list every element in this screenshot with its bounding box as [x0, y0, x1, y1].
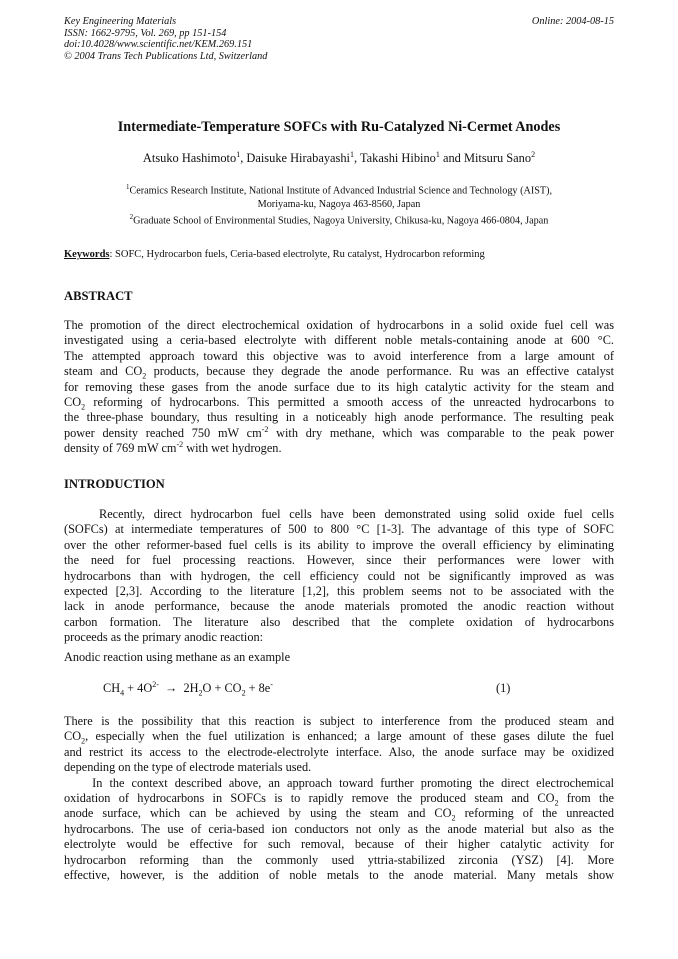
affil-number: 1 — [125, 183, 130, 191]
journal-header — [64, 16, 267, 62]
abstract-paragraph: The promotion of the direct electrochemical oxidation of hydrocarbons in a solid oxide fuel cell was investigated using a ceria-based electrolyte with different noble metals-containing anode at 600 °C. The attempted approach toward this objective was to avoid interference from a large amount of steam and $CO_2$ products, because they degrade the anode performance. Ru was an effective catalyst for removing these gases from the anode surface due to its high catalytic activity for the steam and $CO_2$ reforming of hydrocarbons. This permitted a smooth access of the unreacted hydrocarbons to the three-phase boundary, thus resulting in a noticeably high anode performance. The resulting peak power density reached 750 mW $cm^{-2}$ with dry methane, which was comparable to the peak power density of 769 mW $cm^{-2}$ with wet hydrogen. — [64, 318, 614, 456]
author-name: Daisuke Hirabayashi — [246, 151, 350, 166]
author-affil-mark: 2 — [531, 150, 536, 159]
equation-number: (1) — [496, 681, 511, 695]
online-date: Online: 2004-08-15 — [531, 16, 614, 27]
journal-issn: ISSN: 1662-9795, Vol. 269, pp 151-154 — [64, 27, 227, 39]
introduction-heading: INTRODUCTION — [64, 477, 165, 491]
author-name: Atsuko Hashimoto — [142, 151, 237, 166]
author-name: Takashi Hibino — [359, 151, 436, 166]
author-affil-mark: 1 — [236, 150, 241, 159]
anodic-reaction-label: Anodic reaction using methane as an example — [64, 650, 291, 664]
affil-number: 2 — [129, 213, 134, 222]
author-list: Atsuko Hashimoto$^1$, Daisuke Hirabayashi$^1$, Takashi Hibino$^1$ and Mitsuru Sano$^2$ — [142, 150, 536, 166]
journal-copyright: © 2004 Trans Tech Publications Ltd, Switzerland — [64, 50, 268, 62]
paper-title: Intermediate-Temperature SOFCs with Ru-Catalyzed Ni-Cermet Anodes — [117, 119, 561, 135]
equation-1: $CH_4 + 4O^{2-} \to 2H_2O + CO_2 + 8e^-$ — [103, 679, 273, 698]
abstract-heading: ABSTRACT — [64, 289, 133, 303]
affil-line: Moriyama-ku, Nagoya 463-8560, Japan — [257, 198, 421, 210]
journal-name: Key Engineering Materials — [64, 16, 177, 27]
intro-paragraph-2: There is the possibility that this reaction is subject to interference from the produced steam and $CO_2$, especially when the fuel utilization is enhanced; a large amount of these gases dilute the fuel and restrict its access to the electrode-electrolyte interface. Also, the anode surface may be oxidized depending on the type of electrode materials used. In the context described above, an approach toward further promoting the direct electrochemical oxidation of hydrocarbons in SOFCs is to rapidly remove the produced steam and $CO_2$ from the anode surface, which can be achieved by using the steam and $CO_2$ reforming of the unreacted hydrocarbons. The use of ceria-based ion conductors not only as the anode material but also as the electrolyte would be effective for such removal, because of their higher catalytic activity for hydrocarbon reforming than the commonly used yttria-stabilized zirconia (YSZ) [4]. More effective, however, is the addition of noble metals to the anode material. Many metals show — [64, 714, 614, 882]
author-name: Mitsuru Sano — [463, 151, 532, 166]
author-affil-mark: 1 — [435, 150, 440, 159]
affiliations — [0, 181, 678, 228]
author-affil-mark: 1 — [349, 150, 354, 159]
keywords-text: : SOFC, Hydrocarbon fuels, Ceria-based electrolyte, Ru catalyst, Hydrocarbon reforming — [109, 249, 485, 260]
keywords-label: Keywords — [64, 249, 110, 260]
intro-paragraph-1: Recently, direct hydrocarbon fuel cells have been demonstrated using solid oxide fuel cells (SOFCs) at intermediate temperatures of 500 to 800 °C [1-3]. The advantage of this type of SOFC over the other reformer-based fuel cells is its ability to improve the overall efficiency by eliminating the need for fuel processing reactions. However, since their performances were lower with hydrocarbons than with hydrogen, the cell efficiency could not be significantly improved as was expected [2,3]. According to the literature [1,2], this problem seems not to be associated with the lack in anode performance, because the anode materials promoted the anodic reaction without carbon formation. The literature also described that the complete oxidation of hydrocarbons proceeds as the primary anodic reaction: — [64, 507, 614, 645]
affil-line: Ceramics Research Institute, National Institute of Advanced Industrial Science and Technology (AIST), — [129, 185, 553, 197]
affil-line: Graduate School of Environmental Studies, Nagoya University, Chikusa-ku, Nagoya 466-0804, Japan — [133, 215, 549, 227]
journal-doi[interactable]: doi:10.4028/www.scientific.net/KEM.269.151 — [64, 39, 253, 51]
keywords — [64, 249, 485, 260]
